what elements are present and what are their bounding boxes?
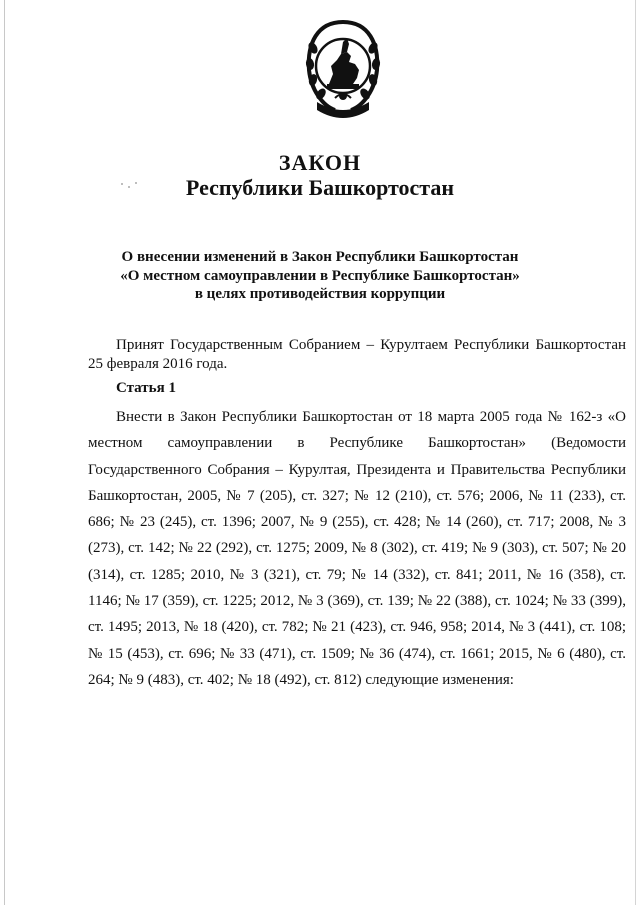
scan-edge-right — [635, 0, 636, 905]
adoption-paragraph: Принят Государственным Собранием – Курултаем Республики Башкортостан 25 февраля 2016 года. — [88, 337, 626, 372]
scan-edge-left — [4, 0, 5, 905]
heading-line-2: «О местном самоуправлении в Республике Башкортостан» — [120, 268, 520, 284]
document-subtitle: Республики Башкортостан — [185, 175, 455, 200]
coat-of-arms-emblem — [303, 18, 383, 126]
document-title: ЗАКОН — [278, 150, 362, 175]
article-heading: Статья 1 — [116, 380, 176, 396]
article-body: Внести в Закон Республики Башкортостан от 18 марта 2005 года № 162-з «О местном самоуправлении в Республике Башкортостан» (Ведомости Государственного Собрания – Курултая, Президента и Правительства Республики Башкортостан, 2005, № 7 (205), ст. 327; № 12 (210), ст. 576; 2006, № 11 (233), ст. 686; № 23 (245), ст. 1396; 2007, № 9 (255), ст. 428; № 14 (260), ст. 717; 2008, № 3 (273), ст. 142; № 22 (292), ст. 1275; 2009, № 8 (302), ст. 419; № 9 (303), ст. 507; № 20 (314), ст. 1285; 2010, № 3 (321), ст. 79; № 14 (332), ст. 841; 2011, № 16 (358), ст. 1146; № 17 (359), ст. 1225; 2012, № 3 (369), ст. 139; № 22 (388), ст. 1024; № 33 (399), ст. 1495; 2013, № 18 (420), ст. 782; № 21 (423), ст. 946, 958; 2014, № 3 (441), ст. 108; № 15 (453), ст. 696; № 33 (471), ст. 1509; № 36 (474), ст. 1661; 2015, № 6 (480), ст. 264; № 9 (483), ст. 402; № 18 (492), ст. 812) следующие изменения: — [88, 409, 626, 688]
heading-line-1: О внесении изменений в Закон Республики Башкортостан — [121, 249, 519, 265]
heading-line-3: в целях противодействия коррупции — [194, 286, 446, 302]
